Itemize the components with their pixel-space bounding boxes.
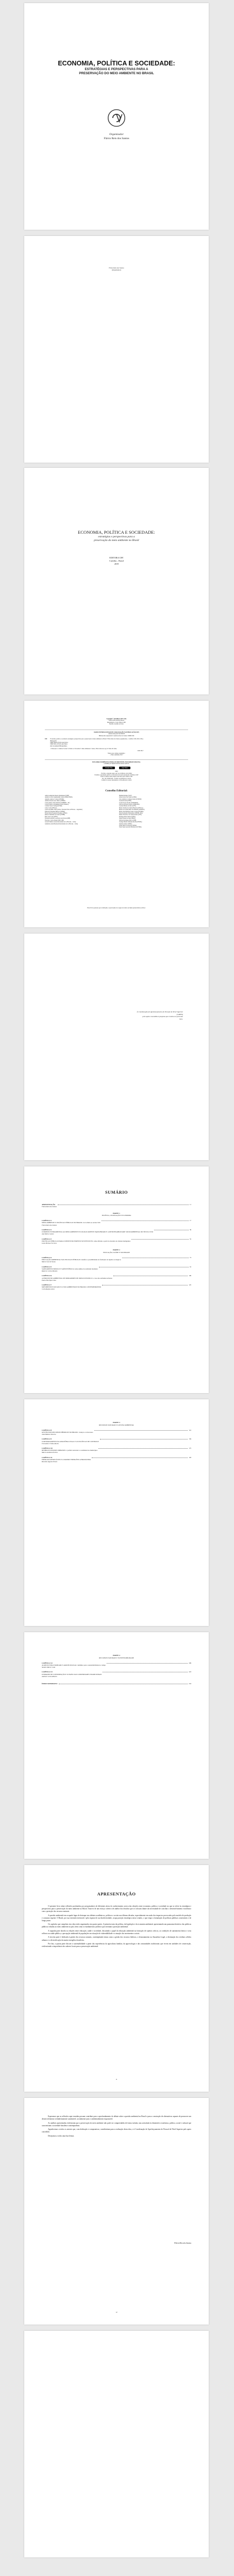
toc-part-label: PARTE 1	[113, 1212, 120, 1214]
blank-page	[24, 2331, 209, 2557]
toc-chapter-number: CAPÍTULO 2	[42, 1229, 52, 1231]
toc-label	[42, 1447, 97, 1453]
page-number: 12	[115, 2311, 118, 2313]
presentation-signature: Flávio Reis dos Santos	[174, 2242, 191, 2244]
cip-cdd: CDD 363.7	[137, 750, 144, 752]
toc-part-heading	[42, 1249, 191, 1253]
toc-leader	[107, 1663, 188, 1664]
toc-chapter-number: CAPÍTULO 3	[42, 1238, 52, 1240]
half-title-text	[24, 267, 209, 271]
toc-leader	[131, 1239, 189, 1240]
credits-page	[24, 701, 209, 927]
toc-chapter-author: Lúcia Helena Ferreira	[42, 1242, 57, 1245]
council-left	[45, 795, 114, 828]
toc-label	[42, 1284, 101, 1290]
toc-chapter-number: CAPÍTULO 9	[42, 1438, 52, 1440]
toc-part-title: RECURSOS NATURAIS E SUSTENTABILIDADE	[99, 1656, 134, 1659]
presentation-paragraph: Desejamos a todos uma boa leitura.	[48, 2134, 75, 2137]
toc-leader	[94, 1430, 188, 1431]
toc-entry[interactable]	[42, 1238, 191, 1244]
cover-subtitle-line-2: PRESERVAÇÃO DO MEIO AMBIENTE NO BRASIL	[79, 71, 154, 75]
toc-chapter-author: Sandra Maria Costa	[42, 1666, 56, 1668]
toc-chapter-number: CAPÍTULO 8	[42, 1429, 52, 1431]
organizer-label: Organizador	[109, 133, 124, 136]
summary-header	[24, 1190, 209, 1195]
summary-page-3	[24, 1632, 209, 1859]
toc-chapter-title: O DESMATAMENTO NA AMAZÔNIA LEGAL E AS POLÍTICAS DE CONTROLE	[42, 1440, 99, 1443]
toc-label	[42, 1456, 91, 1463]
toc-chapter-title: A PERCEPÇÃO AMBIENTAL DE MORADORES DE ÁREAS DE RISCO: o caso das enchentes urbanas	[42, 1277, 112, 1279]
presentation-paragraph: A questão ambiental tem ocupado lugar de destaque nos debates acadêmicos, políticos e sociais nas últimas décadas, especialmente em razão dos impactos provocados pelo modelo de produção e consumo vigente. O Brasil, por sua extensão territorial e pela riqueza de sua biodiversidade, ocupa posição estratégica nesse cenário, o que exige a formulação de políticas públicas consistentes e de longo prazo.	[42, 1914, 191, 1922]
toc-chapter-author: Roberto Carlos Mendes	[42, 1269, 58, 1272]
title-page-subtitle-line-1: estratégias e perspectivas para a	[98, 535, 135, 538]
toc-part-label: PARTE 2	[113, 1249, 120, 1251]
council-member: Antônio Pereira Gaio Júnior (UFRRJ)	[45, 800, 65, 802]
council-member: Carmen Tereza Velanga (UNIR)	[45, 805, 62, 807]
council-member: Paulo Romualdo Hernandes (UNIFAL-MG)	[119, 812, 143, 815]
toc-part-title: POLÍTICA, LEGISLAÇÃO E ECONOMIA	[102, 1214, 131, 1217]
title-page	[24, 468, 209, 694]
toc-chapter-author: Fernanda Cristina Rocha	[42, 1442, 59, 1445]
toc-chapter-number: CAPÍTULO 11	[42, 1456, 53, 1459]
toc-entry[interactable]	[42, 1429, 191, 1435]
presentation-title: APRESENTAÇÃO	[97, 1892, 136, 1896]
toc-label	[42, 1671, 102, 1677]
presentation-paragraph: A terceira parte é dedicada à gestão dos recursos naturais, contemplando temas como a gestão dos recursos hídricos, o desmatamento na Amazônia Legal, a destinação dos resíduos sólidos urbanos e a diversificação da matriz energética brasileira.	[42, 1936, 191, 1941]
council-member: Lourdes Helena da Silva (UFV)	[119, 805, 137, 807]
council-member: Maria Lília Imbiriba Sousa Colares (UFOPA)	[119, 810, 144, 812]
rights-reserved: Todos os direitos desta edição reservados pela: Editora CRV	[100, 776, 133, 778]
cip-text: Economia, política e sociedade: estratégias e perspectivas para a preservação do meio ambiente no Brasil / Flávio Reis dos Santos (organizador) – Curitiba: CRV, 2019. 236 p.	[50, 738, 144, 740]
toc-page-number: 159	[189, 1438, 191, 1440]
organizer-name: Flávio Reis dos Santos	[104, 137, 129, 140]
toc-page-number: 193	[189, 1456, 191, 1459]
toc-part-heading	[42, 1212, 191, 1217]
toc-label	[42, 1229, 153, 1235]
page-number: 11	[115, 2078, 118, 2080]
publisher-name: EDITORA CRV	[109, 556, 124, 559]
council-member: Tadeu Oliver Gonçalves (UFPA)	[119, 824, 137, 826]
toc-chapter-number: CAPÍTULO 4	[42, 1256, 52, 1259]
google-play-badge[interactable]: Google Play	[103, 767, 115, 769]
toc-chapter-title: GESTÃO DOS RECURSOS HÍDRICOS NO BRASIL: avanços e retrocessos	[42, 1431, 93, 1433]
council-member: Eduardo Fernandes Barbosa (UFMG)	[45, 810, 65, 812]
presentation-paragraph: As análises apresentadas evidenciam que a preservação do meio ambiente não pode ser compreendida de forma isolada, mas articulada às dimensões econômica, política, social e cultural que caracterizam a sociedade brasileira contemporânea.	[42, 2122, 191, 2127]
toc-entry-index[interactable]	[42, 1683, 191, 1685]
council-member: Maria de Lourdes Pinto de Almeida (UNOESC)	[119, 809, 145, 811]
toc-chapter-title: O DIREITO FUNDAMENTAL AO MEIO AMBIENTE ECOLOGICAMENTE EQUILIBRADO E A RESPONSABILIDADE SOCIOAMBIENTAL DO SÉCULO XXI	[42, 1231, 153, 1233]
toc-chapter-title: EDUCAÇÃO AMBIENTAL NAS ESCOLAS PÚBLICAS: desafios e possibilidades na formação de sujeitos ecológicos	[42, 1259, 121, 1261]
council-member: Elizeu Clementino de Souza (UNEB)	[45, 814, 65, 816]
summary-list-continued	[42, 1650, 191, 1685]
presentation-paragraph: Esperamos que as reflexões aqui reunidas possam contribuir para o aprofundamento do debate sobre a questão ambiental no Brasil e para a construção de alternativas capazes de promover um desenvolvimento verdadeiramente sustentável, socialmente justo e ambientalmente responsável.	[42, 2115, 191, 2121]
title-page-subtitle-line-2: preservação do meio ambiente no Brasil	[94, 538, 139, 542]
dedication-text	[101, 1011, 183, 1020]
council-member: Élsio José Corá (UFFS)	[45, 816, 58, 818]
digital-subtitle: CONHEÇA E BAIXE NOSSO APLICATIVO!	[104, 763, 129, 765]
council-member: Celso Conti (UFSCar)	[45, 807, 57, 809]
presentation-paragraph: A segunda parte aborda as relações entre educação, saúde e sociedade, discutindo o papel da educação ambiental na formação de sujeitos críticos, as condições de saneamento básico e seus reflexos na saúde pública, a percepção ambiental de populações em situação de vulnerabilidade e a atuação dos movimentos sociais.	[42, 1929, 191, 1935]
council-member: Sérgio Nunes de Jesus (IFRO)	[119, 818, 136, 820]
cip-isbn-physical: ISBN Físico 978-85-444-3346-1	[50, 743, 68, 745]
toc-part-title: RECURSOS NATURAIS E GESTÃO AMBIENTAL	[98, 1423, 135, 1426]
presentation-paragraph: O presente livro reúne reflexões produzidas por pesquisadores de diferentes áreas do conhecimento acerca das relações entre economia, política e sociedade no que se refere às estratégias e perspectivas para a preservação do meio ambiente no Brasil. Trata-se de um esforço coletivo de análise dos desafios que se colocam diante da necessidade de conciliar o desenvolvimento econômico com a proteção dos recursos naturais.	[42, 1905, 191, 1913]
toc-label	[42, 1429, 93, 1435]
toc-label	[42, 1275, 112, 1281]
dedication-line-4: livro.	[179, 1018, 183, 1020]
store-badges	[45, 767, 188, 769]
app-store-badge[interactable]: App Store	[119, 767, 130, 769]
toc-page-number: 223	[189, 1671, 191, 1673]
presentation-body-continued	[42, 2115, 191, 2139]
half-title-page	[24, 236, 209, 463]
toc-page-number: 141	[189, 1429, 191, 1431]
toc-chapter-author: João Batista Oliveira	[42, 1433, 56, 1435]
cip-doi: DOI 10.24824/978854443346.1	[50, 745, 68, 747]
index-item: 1. Meio Ambiente 363.7	[110, 754, 123, 756]
toc-chapter-title: MOVIMENTOS SOCIAIS E LUTAS AMBIENTAIS NO BRASIL CONTEMPORÂNEO	[42, 1286, 102, 1289]
toc-page-number: 109	[189, 1275, 191, 1277]
toc-entry[interactable]	[42, 1447, 191, 1453]
council-member: Maria Cristina dos Santos Bezerra (UFSCar)	[119, 807, 143, 809]
design-line: Diagramação e Capa: Editora CRV	[107, 721, 126, 723]
toc-intro-author: Flávio Reis dos Santos	[42, 1205, 57, 1208]
council-member: Fernando Antônio Gonçalves Alcoforado (IPB)	[45, 818, 71, 820]
toc-chapter-author: Maria José de Souza	[42, 1261, 56, 1263]
toc-entry[interactable]	[42, 1219, 191, 1226]
summary-list	[42, 1200, 191, 1291]
digital-block	[45, 761, 188, 782]
half-title-author: Flávio Reis dos Santos	[109, 267, 124, 269]
title-page-subtitle	[24, 535, 209, 543]
toc-page-number: 39	[189, 1229, 191, 1231]
council-member: Anselmo Alencar Colares (UFOPA)	[45, 798, 64, 800]
toc-chapter-number: CAPÍTULO 7	[42, 1284, 52, 1286]
toc-chapter-number: CAPÍTULO 1	[42, 1219, 52, 1222]
toc-entry[interactable]	[42, 1671, 191, 1677]
toc-label	[42, 1238, 130, 1244]
dedication-line-2: (CAPES)	[176, 1013, 183, 1015]
council-member: Renato Francisco dos Santos Paula (UFG)	[119, 814, 142, 816]
toc-chapter-author: Ana Maria Gomes	[42, 1233, 54, 1235]
cover-subtitle	[24, 67, 209, 75]
contact-site: Conheça os nossos lançamentos: www.editoracrv.com.br	[101, 779, 132, 782]
presentation-body	[42, 1905, 191, 1950]
credits-year: 2019	[115, 771, 118, 773]
summary-list-continued	[42, 1417, 191, 1463]
council-member: Carlos Alberto Vilar Estêvão (UMINHO – PT)	[45, 802, 70, 804]
toc-page-number: 233	[189, 1682, 191, 1685]
editor-line: Editor-chefe: Railson Moura	[109, 720, 124, 722]
council-member: Rodrigo Pratte-Santos (UFES)	[119, 816, 136, 818]
cip-subjects: 1. Educação 2. Ciências Sociais 3. Política 4. Economia 5. Meio Ambiente I. Santos, Flávio Reis dos org. II. Título III. Série.	[50, 748, 118, 750]
council-member: Cesar Gerónimo Tello (Univer. Nacional Três de Febrero – Argentina)	[45, 809, 82, 811]
council-member: Guillermo Arias Beatón (Universidade de La Havana – Cuba)	[45, 823, 78, 825]
council-member: Simone Rodrigues Pinto (UNB)	[119, 819, 137, 821]
toc-chapter-author: Ricardo Augusto Nunes	[42, 1461, 58, 1463]
council-member: Tania Suely Azevedo Brasileiro (UFOPA)	[119, 826, 142, 828]
toc-entry[interactable]	[42, 1662, 191, 1668]
credits-header	[45, 718, 188, 725]
council-member: Josania Portela (UFPI)	[119, 800, 131, 802]
publisher-logo-icon	[107, 109, 126, 127]
council-columns	[45, 795, 188, 828]
peer-review-note: Este livro passou por avaliação e aprovação às cegas de dois ou mais pareceristas ad hoc.	[87, 907, 146, 909]
title-page-title: ECONOMIA, POLÍTICA E SOCIEDADE:	[78, 530, 155, 535]
toc-part-heading	[42, 1421, 191, 1426]
toc-label	[42, 1662, 106, 1668]
editorial-council	[45, 789, 188, 828]
council-member: Jailson Alves dos Santos (UFRJ)	[119, 796, 137, 799]
toc-label	[42, 1257, 121, 1263]
toc-entry-intro[interactable]	[42, 1204, 191, 1208]
council-member: Lídia de Oliveira Xavier (UNIEURO)	[119, 804, 140, 806]
toc-chapter-author: Marcos Antônio Pereira	[42, 1451, 58, 1454]
cover-subtitle-line-1: ESTRATÉGIAS E PERSPECTIVAS PARA A	[85, 67, 148, 71]
council-member: Solange Helena Ximenes-Rocha (UFOPA)	[119, 821, 142, 823]
toc-page-number: 55	[189, 1238, 191, 1240]
toc-label	[42, 1219, 101, 1226]
cip-code: E19	[45, 738, 47, 740]
toc-chapter-number: CAPÍTULO 10	[42, 1447, 53, 1450]
cover-page	[24, 3, 209, 230]
toc-chapter-title: MEIO AMBIENTE E POLÍTICAS PÚBLICAS NO BRASIL: da Colônia ao século XXI	[42, 1222, 101, 1224]
reproduction-notice: Proibida a reprodução parcial ou total desta obra sem autorização da Editora CRV	[94, 774, 139, 776]
toc-part-label: PARTE 3	[113, 1421, 120, 1423]
toc-label	[42, 1266, 98, 1272]
toc-page-number: 11	[189, 1203, 191, 1206]
toc-chapter-author: Paulo Henrique Lima	[42, 1279, 56, 1281]
half-title-role: (Organizador)	[112, 269, 121, 272]
council-member: Aldira Guimarães Duarte Domínguez (UNB)	[45, 795, 69, 796]
digital-title: ESTA OBRA TAMBÉM ENCONTRA-SE DISPONÍVEL EM FORMATO DIGITAL.	[92, 761, 141, 763]
copyright-line: Copyright © da Editora CRV Ltda.	[106, 718, 127, 720]
council-right	[119, 795, 188, 828]
council-member: Sydione Santos (UEPG)	[119, 823, 132, 825]
council-member: Andréia da Silva Quintanilha Sousa (UNIR/UFRN)	[45, 796, 73, 799]
toc-chapter-author: Antônio Carlos Ribeiro	[42, 1675, 57, 1677]
toc-part-title: EDUCAÇÃO, SAÚDE E SOCIEDADE	[103, 1251, 130, 1253]
toc-chapter-title: UNIDADES DE CONSERVAÇÃO E O PAPEL DAS COMUNIDADES TRADICIONAIS	[42, 1673, 102, 1675]
toc-label	[42, 1438, 99, 1444]
toc-label	[42, 1204, 57, 1208]
catalog-block	[45, 732, 188, 756]
toc-page-number: 91	[189, 1265, 191, 1268]
summary-page-1	[24, 1166, 209, 1393]
presentation-paragraph: Agradecemos a todos os autores que, com dedicação e compromisso, contribuíram para a realização desta obra, e à Coordenação de Aperfeiçoamento de Pessoal de Nível Superior pelo apoio concedido.	[42, 2128, 191, 2133]
summary-page-2	[24, 1399, 209, 1626]
cip-bibliography: Bibliografia	[50, 740, 57, 742]
toc-chapter-author: Flávio Reis dos Santos	[42, 1224, 57, 1226]
council-member: Carlos Federico Dominguez Avila (Unieuro)	[45, 804, 69, 806]
presentation-header	[24, 1892, 209, 1896]
publisher-block	[24, 556, 209, 566]
contact-phone: Tel.: (41) 3039-6418 – E-mail: sac@editoracrv.com.br	[102, 777, 131, 779]
index-label: Índice para catálogo sistemático	[108, 753, 125, 755]
legal-deposit: Foi feito o depósito legal conf. Lei 10.994 de 14/12/2004	[101, 772, 132, 774]
toc-label	[42, 1683, 58, 1685]
toc-leader	[98, 1448, 188, 1449]
council-member: João Adalberto Campato Junior (UNESP)	[119, 798, 142, 800]
toc-chapter-title: POLÍTICAS PÚBLICAS PARA O DESENVOLVIMENTO SUSTENTÁVEL: uma reflexão a partir do modelo de cidades inteligentes	[42, 1240, 130, 1243]
toc-intro-title: APRESENTAÇÃO	[42, 1203, 56, 1206]
toc-entry[interactable]	[42, 1266, 191, 1272]
dedication-line-1: À Coordenação de Aperfeiçoamento de Pessoal de Nível Superior	[137, 1011, 183, 1013]
toc-entry[interactable]	[42, 1275, 191, 1281]
toc-page-number: 209	[189, 1662, 191, 1664]
toc-page-number: 125	[189, 1284, 191, 1286]
cover-title: ECONOMIA, POLÍTICA E SOCIEDADE:	[58, 60, 175, 67]
toc-part-label: PARTE 4	[113, 1654, 120, 1656]
presentation-page-1	[24, 1865, 209, 2092]
toc-page-number: 73	[189, 1256, 191, 1259]
toc-chapter-number: CAPÍTULO 5	[42, 1265, 52, 1268]
toc-chapter-number: CAPÍTULO 12	[42, 1662, 53, 1664]
presentation-page-2	[24, 2098, 209, 2325]
toc-chapter-title: ENERGIAS RENOVÁVEIS E A MATRIZ ENERGÉTICA BRASILEIRA	[42, 1459, 91, 1461]
council-member: Helmuth Krüger (UCP)	[119, 795, 132, 796]
toc-chapter-number: CAPÍTULO 6	[42, 1275, 52, 1277]
catalog-librarian: Bibliotecária responsável: Luzenira Alves dos Santos CRB9/1506	[98, 735, 135, 737]
publisher-city: Curitiba – Brasil	[109, 560, 124, 562]
catalog-subtitle: CATALOGAÇÃO NA FONTE	[108, 733, 125, 735]
council-member: Elione Maria Nogueira Diogenes (UFAL)	[45, 812, 68, 815]
toc-entry[interactable]	[42, 1257, 191, 1263]
dedication-page	[24, 934, 209, 1160]
council-member: Gloria Fariñas León (Universidade de La Havana – Cuba)	[45, 821, 76, 823]
council-member: Francisco Carlos Duarte (PUC-PR)	[45, 819, 64, 821]
council-title: Conselho Editorial:	[105, 789, 128, 792]
review-line: Revisão: Analista de Texto	[109, 723, 124, 725]
toc-chapter-title: SANEAMENTO BÁSICO E SAÚDE PÚBLICA: uma análise da realidade brasileira	[42, 1267, 98, 1270]
toc-part-heading	[42, 1654, 191, 1659]
toc-entry[interactable]	[42, 1456, 191, 1463]
toc-page-number: 17	[189, 1219, 191, 1222]
toc-chapter-author: Carla Regina Alves	[42, 1288, 55, 1291]
council-member: Leonel Severo Rocha (UNISINOS)	[119, 802, 138, 804]
toc-index-title: ÍNDICE REMISSIVO	[42, 1682, 58, 1685]
toc-entry[interactable]	[42, 1229, 191, 1235]
toc-entry[interactable]	[42, 1284, 191, 1290]
catalog-title: DADOS INTERNACIONAIS DE CATALOGAÇÃO NA PUBLICAÇÃO (CIP)	[94, 732, 139, 733]
toc-entry[interactable]	[42, 1438, 191, 1444]
dedication-line-3: pelo apoio concedido à pesquisa que resultou no presente	[142, 1015, 183, 1018]
presentation-paragraph: Os capítulos que compõem esta obra estão organizados em quatro partes. A primeira trata da política, da legislação e da economia ambiental, apresentando um panorama histórico das políticas públicas voltadas ao meio ambiente no país, bem como os fundamentos jurídicos que orientam a proteção ambiental.	[42, 1923, 191, 1928]
summary-title: SUMÁRIO	[105, 1190, 128, 1195]
cip-isbn-digital: ISBN Digital 978-85-444-3345-4	[50, 742, 69, 744]
toc-chapter-title: RESÍDUOS SÓLIDOS URBANOS: a política nacional e a realidade dos municípios	[42, 1449, 98, 1452]
presentation-paragraph: Por fim, a quarta parte discute a sustentabilidade a partir das experiências da agricultura familiar, da agroecologia e das comunidades tradicionais que vivem em unidades de conservação, evidenciando a importância dos saberes locais para a preservação ambiental.	[42, 1943, 191, 1948]
toc-chapter-title: AGRICULTURA FAMILIAR E AGROECOLOGIA: caminhos para a sustentabilidade no campo	[42, 1664, 106, 1666]
toc-chapter-number: CAPÍTULO 13	[42, 1671, 53, 1673]
divider	[45, 759, 188, 760]
toc-page-number: 175	[189, 1447, 191, 1450]
cip-body	[50, 738, 143, 752]
publication-year: 2019	[114, 563, 119, 565]
